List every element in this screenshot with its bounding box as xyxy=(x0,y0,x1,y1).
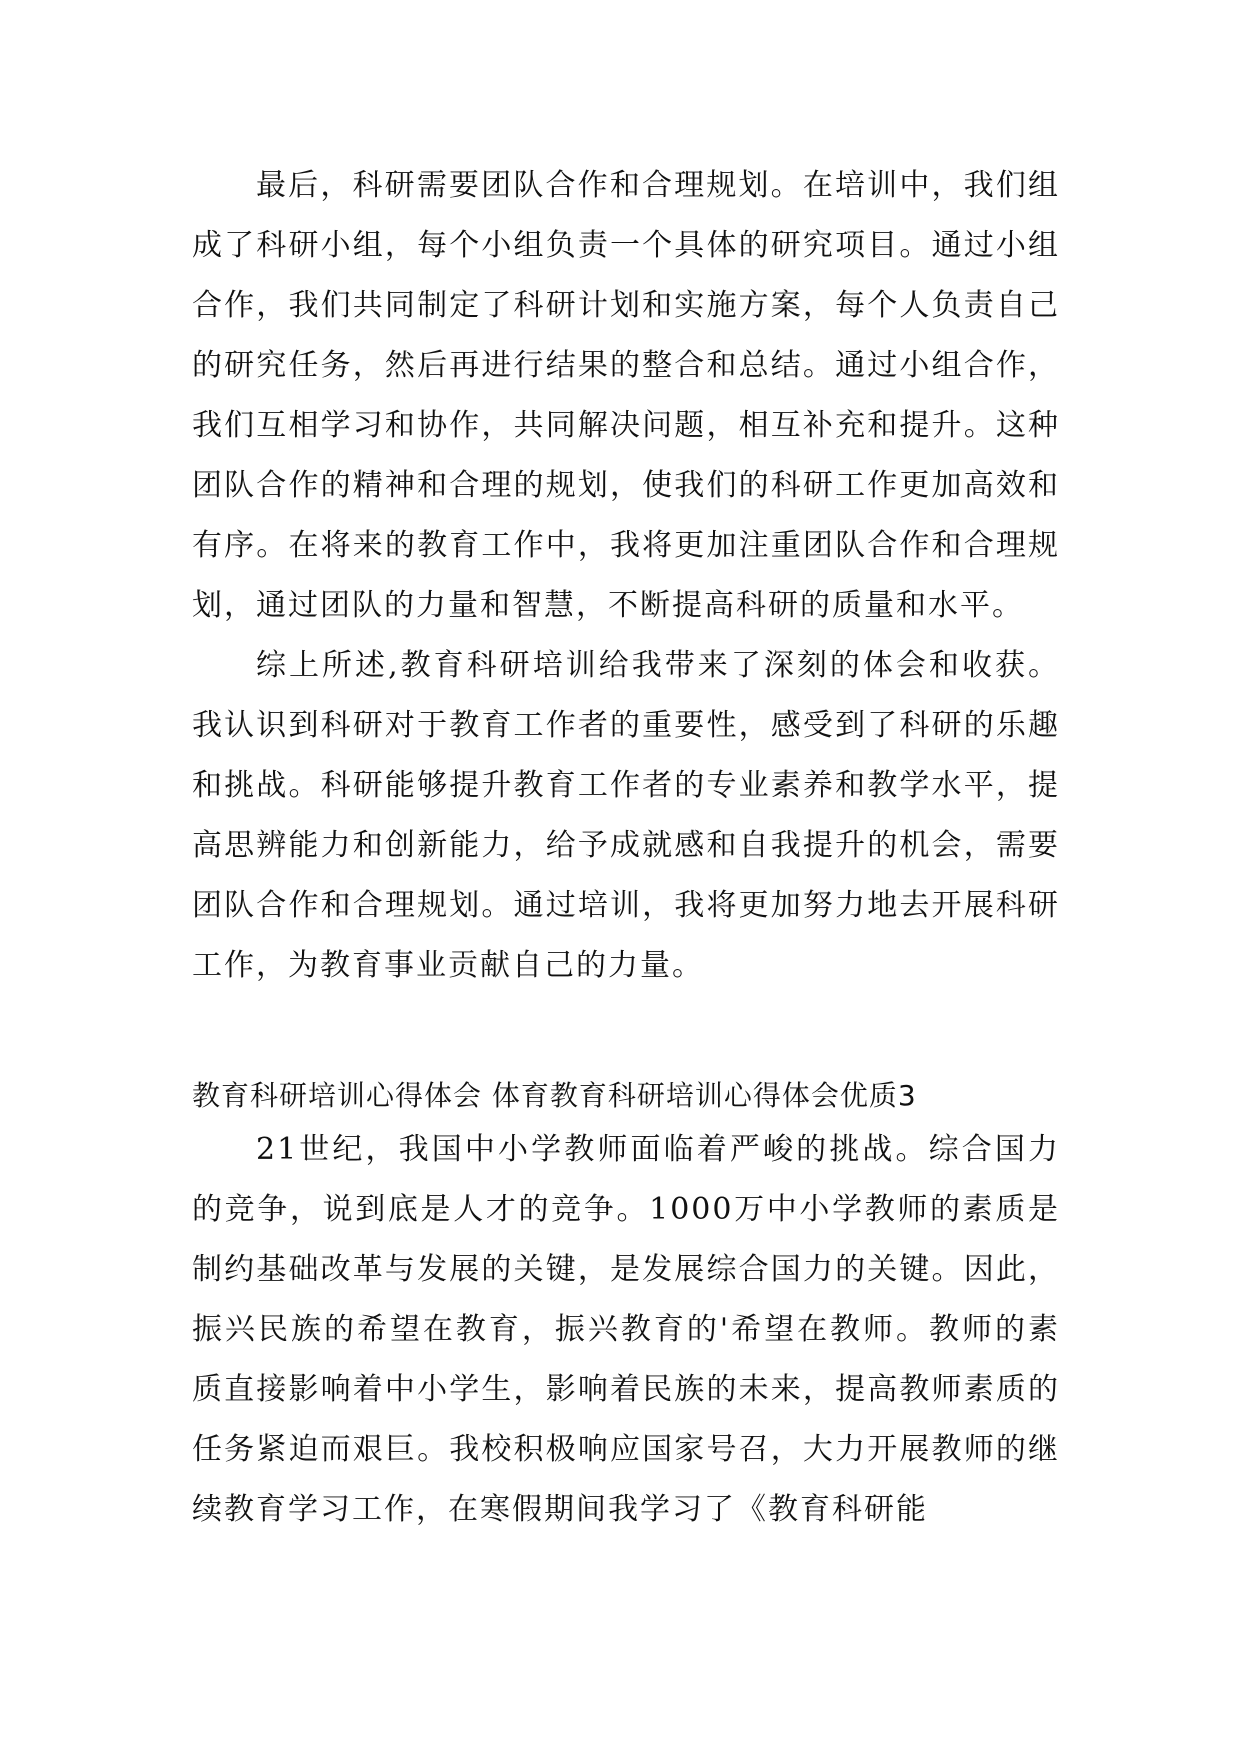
body-text-upper xyxy=(192,156,1060,996)
paragraph-21st-century: 21世纪，我国中小学教师面临着严峻的挑战。综合国力的竞争，说到底是人才的竞争。1000万中小学教师的素质是制约基础改革与发展的关键，是发展综合国力的关键。因此，振兴民族的希望在教育，振兴教育的'希望在教师。教师的素质直接影响着中小学生，影响着民族的未来，提高教师素质的任务紧迫而艰巨。我校积极响应国家号召，大力开展教师的继续教育学习工作，在寒假期间我学习了《教育科研能 xyxy=(192,1132,1060,1527)
section-title: 教育科研培训心得体会 体育教育科研培训心得体会优质3 xyxy=(192,1079,917,1112)
paragraph-summary: 综上所述,教育科研培训给我带来了深刻的体会和收获。我认识到科研对于教育工作者的重要性，感受到了科研的乐趣和挑战。科研能够提升教育工作者的专业素养和教学水平，提高思辨能力和创新能力，给予成就感和自我提升的机会，需要团队合作和合理规划。通过培训，我将更加努力地去开展科研工作，为教育事业贡献自己的力量。 xyxy=(192,648,1060,983)
body-text-lower xyxy=(192,1120,1060,1540)
paragraph-teamwork: 最后，科研需要团队合作和合理规划。在培训中，我们组成了科研小组，每个小组负责一个具体的研究项目。通过小组合作，我们共同制定了科研计划和实施方案，每个人负责自己的研究任务，然后再进行结果的整合和总结。通过小组合作，我们互相学习和协作，共同解决问题，相互补充和提升。这种团队合作的精神和合理的规划，使我们的科研工作更加高效和有序。在将来的教育工作中，我将更加注重团队合作和合理规划，通过团队的力量和智慧，不断提高科研的质量和水平。 xyxy=(192,168,1060,623)
